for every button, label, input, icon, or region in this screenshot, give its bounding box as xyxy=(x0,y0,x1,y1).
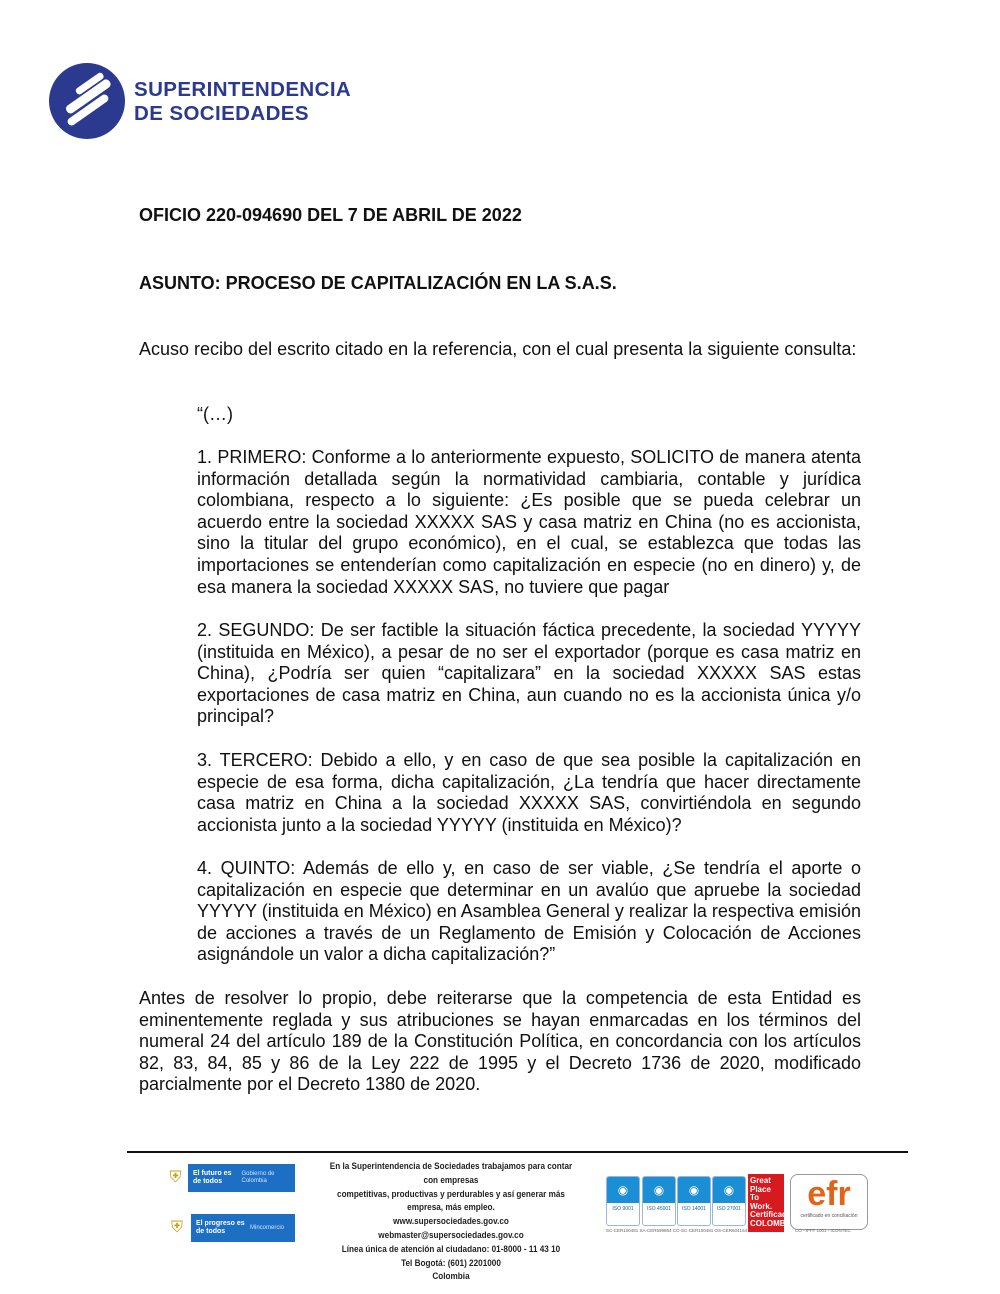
efr-sub: certificado en conciliación xyxy=(800,1213,858,1219)
footer-line: Línea única de atención al ciudadano: 01-8000 - 11 43 10 xyxy=(341,1243,561,1255)
icontec-cert-badge xyxy=(642,1176,676,1226)
logo-line-1: SUPERINTENDENCIA xyxy=(134,78,352,101)
gov-badge-text: El progreso es de todos xyxy=(196,1220,245,1235)
cert-codes: SC-CER100481 SA-CER599864 CO-SC-CER100481 OS-CER604164 xyxy=(606,1228,748,1233)
document-subject: ASUNTO: PROCESO DE CAPITALIZACIÓN EN LA S.A.S. xyxy=(139,273,617,293)
colombia-crest-icon: ⛨ xyxy=(163,1214,191,1242)
intro-paragraph: Acuso recibo del escrito citado en la referencia, con el cual presenta la siguiente consulta: xyxy=(139,339,857,359)
footer-website-link[interactable]: www.supersociedades.gov.co xyxy=(393,1216,509,1228)
footer-line: Colombia xyxy=(432,1271,470,1283)
gov-badge-text: El futuro es de todos xyxy=(192,1170,232,1185)
icontec-cert-badge xyxy=(677,1176,711,1226)
logo-text xyxy=(134,78,351,126)
cert-label: ISO 14001 xyxy=(682,1206,706,1212)
footer-line: competitivas, productivas y perdurables y así generar más empresa, más empleo. xyxy=(337,1188,565,1214)
consulta-item-1: 1. PRIMERO: Conforme a lo anteriormente expuesto, SOLICITO de manera atenta información detallada según la normatividad cambiaria, contable y jurídica colombiana, respecto a lo siguiente: ¿Es posible que se pueda celebrar un acuerdo entre la sociedad XXXXX SAS y casa matriz en China (no es accionista, sino la titular del grupo económico), en el cual, se establezca que todas las importaciones se entenderían como capitalización en especie (no en dinero) y, de esa manera la sociedad XXXXX SAS, no tuviere que pagar xyxy=(197,447,861,597)
icontec-icon: ◉ xyxy=(713,1177,745,1203)
efr-logo: efr xyxy=(807,1175,851,1213)
consulta-item-4: 4. QUINTO: Además de ello y, en caso de ser viable, ¿Se tendría el aporte o capitalización en especie que determinar en un avalúo que apruebe la sociedad YYYYY (instituida en México) en Asamblea General y realizar la respectiva emisión de acciones a través de un Reglamento de Emisión y Colocación de Acciones asignándole un valor a dicha capitalización?” xyxy=(197,858,861,965)
icontec-icon: ◉ xyxy=(643,1177,675,1203)
efr-code: CO - IFFF 1001 - ICONTEC xyxy=(795,1228,851,1233)
footer-email-link[interactable]: webmaster@supersociedades.gov.co xyxy=(378,1229,524,1241)
icontec-cert-badge xyxy=(712,1176,746,1226)
logo-emblem-icon xyxy=(48,62,128,142)
cert-label: ISO 9001 xyxy=(612,1206,634,1212)
footer-divider xyxy=(127,1151,908,1153)
gov-badge-futuro xyxy=(163,1164,295,1192)
consulta-item-2: 2. SEGUNDO: De ser factible la situación fáctica precedente, la sociedad YYYYY (instituida en México), a pesar de no ser el exportador (porque es casa matriz en China), ¿Podría ser quien “capitalizara” en la sociedad XXXXX SAS estas exportaciones de casa matriz en China, aun cuando no es la accionista única y/o principal? xyxy=(197,620,861,727)
great-place-to-work-badge: Great Place To Work. Certificado COLOMBIA xyxy=(748,1174,784,1232)
footer-line: En la Superintendencia de Sociedades trabajamos para contar con empresas xyxy=(329,1161,573,1186)
logo-line-2: DE SOCIEDADES xyxy=(134,102,309,125)
cert-label: ISO 27001 xyxy=(717,1206,741,1212)
gov-badge-progreso xyxy=(163,1214,295,1242)
gov-badge-sub: Mincomercio xyxy=(250,1224,285,1231)
closing-paragraph: Antes de resolver lo propio, debe reiterarse que la competencia de esta Entidad es eminentemente reglada y sus atribuciones se hayan enmarcadas en los términos del numeral 24 del artículo 189 de la Constitución Política, en concordancia con los artículos 82, 83, 84, 85 y 86 de la Ley 222 de 1995 y el Decreto 1736 de 2020, modificado parcialmente por el Decreto 1380 de 2020. xyxy=(139,988,861,1095)
consulta-item-3: 3. TERCERO: Debido a ello, y en caso de que sea posible la capitalización en especie de esa forma, dicha capitalización, ¿La tendría que hacer directamente casa matriz en China a la sociedad XXXXX SAS, convirtiéndola en segundo accionista junto a la sociedad YYYYY (instituida en México)? xyxy=(197,750,861,835)
document-title: OFICIO 220-094690 DEL 7 DE ABRIL DE 2022 xyxy=(139,205,522,225)
icontec-icon: ◉ xyxy=(607,1177,639,1203)
efr-certification-badge xyxy=(790,1174,868,1230)
colombia-crest-icon: ⛨ xyxy=(163,1164,188,1192)
gov-badge-sub: Gobierno de Colombia xyxy=(241,1171,275,1184)
footer-contact-info xyxy=(305,1160,597,1284)
footer-line: Tel Bogotá: (601) 2201000 xyxy=(401,1257,501,1269)
quote-open: “(…) xyxy=(197,404,233,424)
superintendencia-logo xyxy=(48,62,378,142)
cert-label: ISO 45001 xyxy=(647,1206,671,1212)
icontec-cert-badge xyxy=(606,1176,640,1226)
icontec-icon: ◉ xyxy=(678,1177,710,1203)
